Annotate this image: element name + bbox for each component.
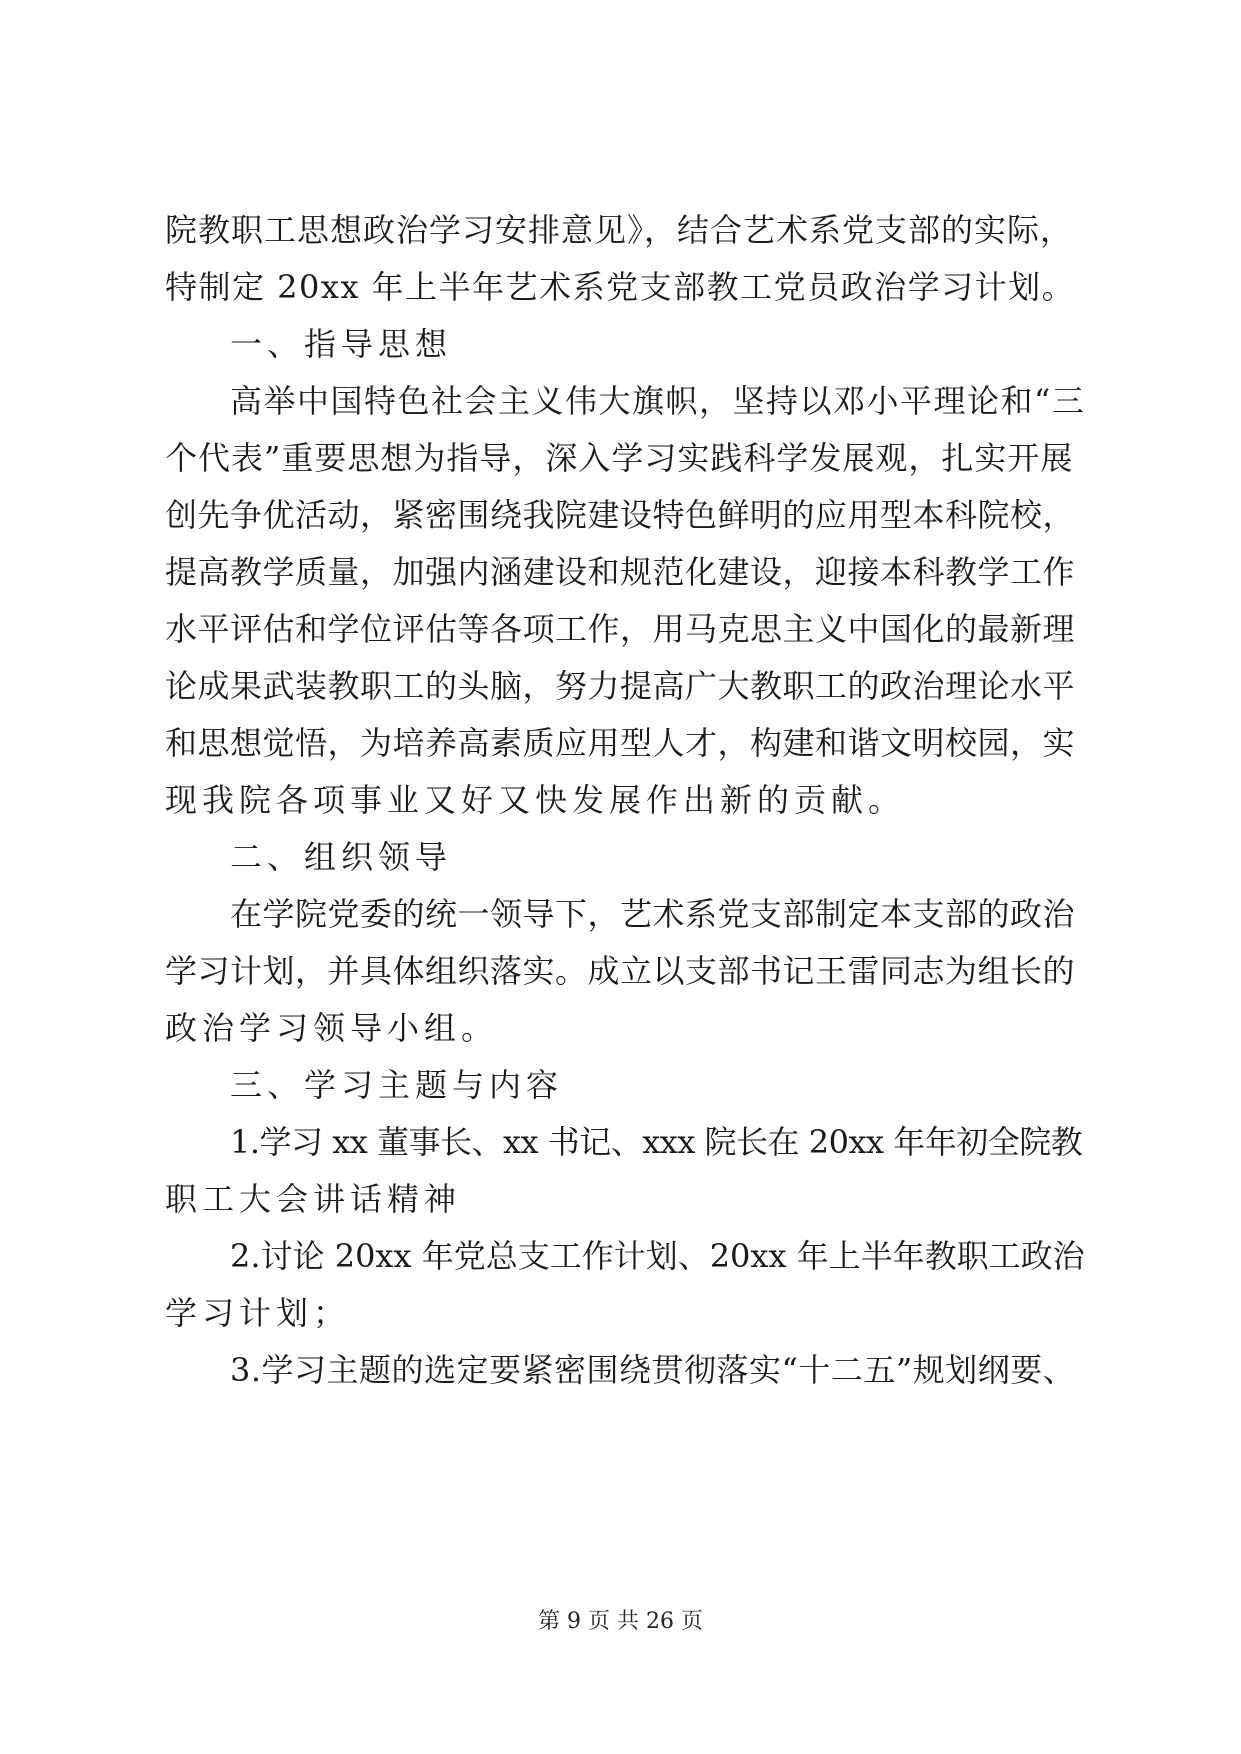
- list-item-continuation: 职工大会讲话精神: [165, 1180, 462, 1218]
- body-text-line: 提高教学质量，加强内涵建设和规范化建设，迎接本科教学工作: [165, 553, 1076, 591]
- section-heading: 一、指导思想: [230, 325, 453, 363]
- body-text-line: 水平评估和学位评估等各项工作，用马克思主义中国化的最新理: [165, 610, 1076, 648]
- body-text-line: 个代表”重要思想为指导，深入学习实践科学发展观，扎实开展: [165, 439, 1074, 477]
- body-text-line: 学习计划，并具体组织落实。成立以支部书记王雷同志为组长的: [165, 952, 1076, 990]
- body-text-line: 现我院各项事业又好又快发展作出新的贡献。: [165, 781, 906, 819]
- body-text-line: 政治学习领导小组。: [165, 1009, 499, 1047]
- body-text-line: 论成果武装教职工的头脑，努力提高广大教职工的政治理论水平: [165, 667, 1076, 705]
- list-item: 3.学习主题的选定要紧密围绕贯彻落实“十二五”规划纲要、: [230, 1351, 1076, 1389]
- body-text-line: 院教职工思想政治学习安排意见》，结合艺术系党支部的实际，: [165, 211, 1074, 249]
- section-heading: 二、组织领导: [230, 838, 453, 876]
- body-text-line: 高举中国特色社会主义伟大旗帜，坚持以邓小平理论和“三: [230, 382, 1086, 420]
- body-text-line: 在学院党委的统一领导下，艺术系党支部制定本支部的政治: [230, 895, 1076, 933]
- section-heading: 三、学习主题与内容: [230, 1066, 564, 1104]
- body-text-line: 创先争优活动，紧密围绕我院建设特色鲜明的应用型本科院校，: [165, 496, 1076, 534]
- page-number-footer: 第 9 页 共 26 页: [538, 1609, 703, 1634]
- list-item-continuation: 学习计划；: [165, 1294, 351, 1332]
- list-item: 2.讨论 20xx 年党总支工作计划、20xx 年上半年教职工政治: [230, 1237, 1085, 1275]
- body-text-line: 特制定 20xx 年上半年艺术系党支部教工党员政治学习计划。: [165, 268, 1076, 306]
- list-item: 1.学习 xx 董事长、xx 书记、xxx 院长在 20xx 年年初全院教: [230, 1123, 1083, 1161]
- body-text-line: 和思想觉悟，为培养高素质应用型人才，构建和谐文明校园，实: [165, 724, 1076, 762]
